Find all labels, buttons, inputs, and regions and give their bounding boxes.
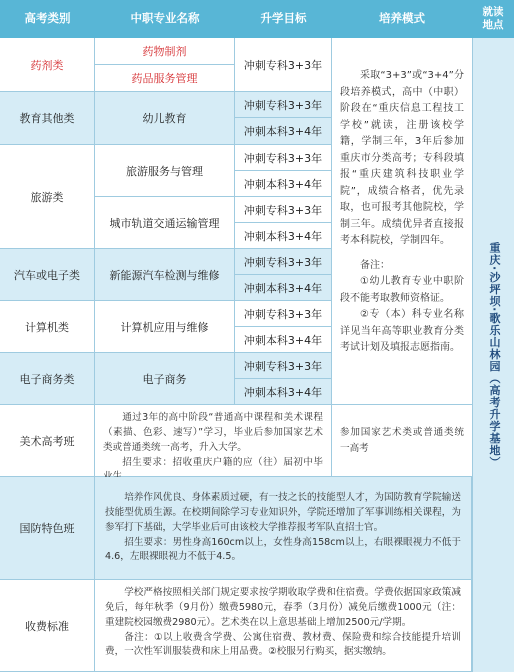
category-auto: 汽车或电子类 [0, 249, 95, 301]
art-exam [332, 405, 472, 477]
remark-2: ②专（本）科专业名称详见当年高等职业教育分类考试计划及填报志愿指南。 [340, 309, 464, 353]
header-mode: 培养模式 [379, 11, 425, 26]
header-target: 升学目标 [260, 11, 307, 26]
remark-label: 备注： [360, 259, 390, 271]
art-description [95, 405, 332, 477]
category-tourism: 旅游类 [0, 145, 95, 249]
category-ecommerce: 电子商务类 [0, 353, 95, 405]
major-ecommerce: 电子商务 [95, 353, 235, 405]
defense-requirement: 招生要求：男性身高160cm以上，女性身高158cm以上，右眼裸眼视力不低于4.6，左眼裸眼视力不低于4.5。 [105, 536, 461, 563]
target-computer-1: 冲刺专科3+3年 [235, 301, 332, 327]
major-computer: 计算机应用与维修 [95, 301, 235, 353]
target-ecommerce-2: 冲刺本科3+4年 [235, 379, 332, 405]
location-column [472, 38, 514, 672]
target-education-1: 冲刺专科3+3年 [235, 92, 332, 118]
category-fees: 收费标准 [0, 580, 95, 672]
mode-description [332, 38, 472, 405]
remark-1: ①幼儿教育专业中职阶段不能考取教师资格证。 [340, 276, 464, 304]
target-tourism-1: 冲刺专科3+3年 [235, 145, 332, 171]
location-text: 重庆·沙坪坝·歌乐山林园（高考升学基地） [488, 241, 501, 469]
header-major: 中职专业名称 [130, 11, 200, 26]
fees-remark: 备注：①以上收费含学费、公寓住宿费、教材费、保险费和综合技能提升培训费，一次性军训服装费和床上用品费。②校服另行购买，据实缴纳。 [105, 631, 461, 658]
header-category: 高考类别 [24, 11, 71, 26]
fees-description [95, 580, 472, 672]
target-ecommerce-1: 冲刺专科3+3年 [235, 353, 332, 379]
target-auto-1: 冲刺专科3+3年 [235, 249, 332, 275]
fees-paragraph: 学校严格按照相关部门规定要求按学期收取学费和住宿费。学费依据国家政策减免后，每年秋季（9月份）缴费5980元，春季（3月份）减免后缴费1000元（注：重建院校园缴费2980元）。艺术类在以上意思基础上增加2500元/学期。 [105, 587, 461, 628]
target-pharmacy: 冲刺专科3+3年 [235, 38, 332, 92]
art-exam-text: 参加国家艺术类或普通类统一高考 [340, 426, 464, 454]
art-requirement: 招生要求：招收重庆户籍的应（往）届初中毕 [122, 456, 323, 468]
category-pharmacy: 药剂类 [0, 38, 95, 92]
target-tourism-3: 冲刺专科3+3年 [235, 197, 332, 223]
category-education: 教育其他类 [0, 92, 95, 145]
major-rail-transit: 城市轨道交通运输管理 [95, 197, 235, 249]
defense-description [95, 477, 472, 580]
target-tourism-4: 冲刺本科3+4年 [235, 223, 332, 249]
category-art: 美术高考班 [0, 405, 95, 477]
target-education-2: 冲刺本科3+4年 [235, 118, 332, 145]
target-computer-2: 冲刺本科3+4年 [235, 327, 332, 353]
art-paragraph: 通过3年的高中阶段“普通高中课程和美术课程（素描、色彩、速写）”学习，毕业后参加国家艺术类或普通类统一高考，升入大学。 [103, 412, 323, 453]
category-computer: 计算机类 [0, 301, 95, 353]
target-auto-2: 冲刺本科3+4年 [235, 275, 332, 301]
mode-paragraph: 采取“3+3”或“3+4”分段培养模式，高中（中职）阶段在“重庆信息工程技工学校”就读，注册该校学籍，学制三年，3年后参加重庆市分类高考；专科段填报“重庆建筑科技职业学院”，成绩合格者，优先录取，也可报考其他院校，学制三年。成绩优异者直接报考本科院校，学制四年。 [340, 70, 464, 246]
major-ev-repair: 新能源汽车检测与维修 [95, 249, 235, 301]
defense-paragraph: 培养作风优良、身体素质过硬，有一技之长的技能型人才，为国防教育学院输送技能型优质生源。在校期间除学习专业知识外，学院还增加了军事训练相关课程，为参军打下基础，大学毕业后可由该校大学推荐报考军队直招士官。 [105, 492, 461, 533]
header-location: 就读地点 [482, 6, 504, 31]
major-pharma-prep: 药物制剂 [95, 38, 235, 65]
category-defense: 国防特色班 [0, 477, 95, 580]
table-header [0, 0, 514, 38]
major-early-education: 幼儿教育 [95, 92, 235, 145]
major-tourism-mgmt: 旅游服务与管理 [95, 145, 235, 197]
major-pharma-service: 药品服务管理 [95, 65, 235, 92]
target-tourism-2: 冲刺本科3+4年 [235, 171, 332, 197]
